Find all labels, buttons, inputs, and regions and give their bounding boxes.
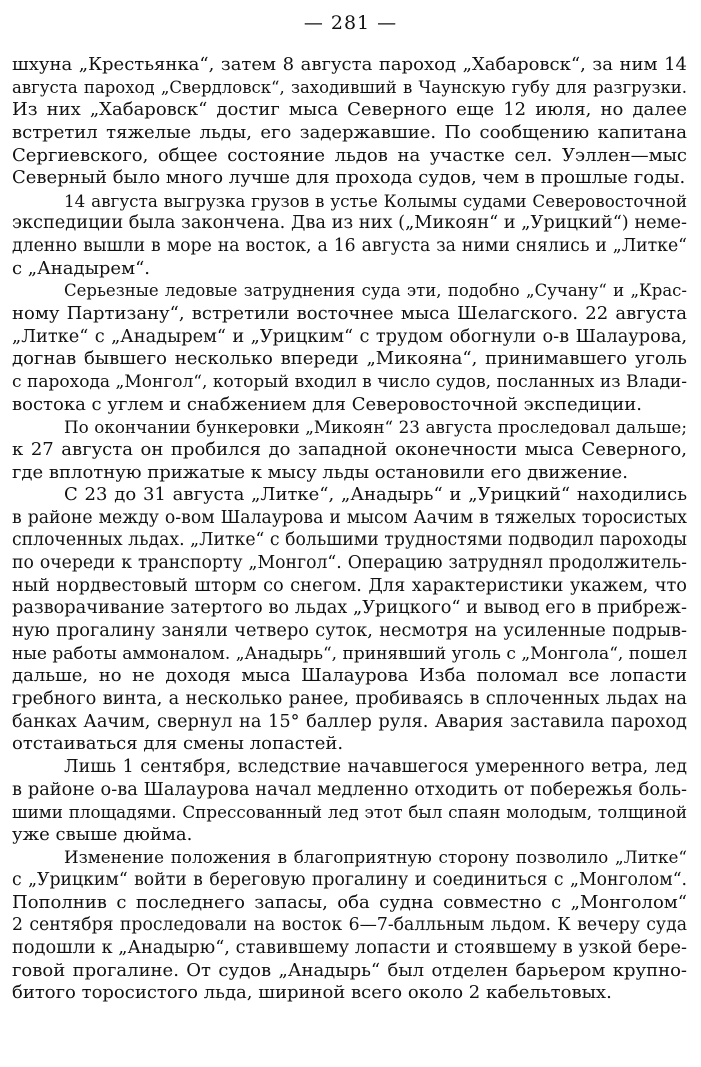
text-line: дленно вышли в море на восток, а 16 августа за ними снялись и „Литке“ (12, 236, 687, 257)
text-line: С 23 до 31 августа „Литке“, „Анадырь“ и „Урицкий“ находились (64, 484, 687, 506)
text-line: в районе между о-вом Шалаурова и мысом Аачим в тяжелых торосистых (12, 507, 687, 528)
text-line: в районе о-ва Шалаурова начал медленно отходить от побережья боль- (12, 779, 687, 800)
text-line: Северный было много лучше для прохода судов, чем в прошлые годы. (12, 167, 686, 189)
text-line: Из них „Хабаровск“ достиг мыса Северного еще 12 июля, но далее (12, 99, 687, 121)
text-line: Пополнив с последнего запасы, оба судна совместно с „Монголом“ (12, 891, 687, 913)
text-line: отстаиваться для смены лопастей. (12, 733, 344, 755)
text-line: встретил тяжелые льды, его задержавшие. По сообщению капитана (12, 121, 687, 143)
paragraph (12, 190, 687, 281)
text-line: к 27 августа он пробился до западной оконечности мыса Северного, (12, 438, 687, 460)
text-line: шими площадями. Спрессованный лед этот был спаян молодым, толщиной (12, 802, 687, 823)
paragraph (12, 756, 687, 847)
page-text (12, 54, 687, 1005)
text-line: ные работы аммоналом. „Анадырь“, принявший уголь с „Монгола“, пошел (12, 643, 687, 664)
text-line: Серьезные ледовые затруднения суда эти, подобно „Сучану“ и „Крас- (64, 281, 687, 301)
text-line: сплоченных льдах. „Литке“ с большими трудностями подводил пароходы (12, 530, 687, 551)
text-line: шхуна „Крестьянка“, затем 8 августа пароход „Хабаровск“, за ним 14 (12, 54, 687, 75)
text-line: разворачивание затертого во льдах „Урицкого“ и вывод его в прибреж- (12, 598, 687, 619)
text-line: востока с углем и снабжением для Северовосточной экспедиции. (12, 393, 643, 415)
paragraph (12, 54, 687, 190)
text-line: с „Урицким“ войти в береговую прогалину и соединиться с „Монголом“. (12, 870, 687, 891)
text-line: ному Партизану“, встретили восточнее мыса Шелагского. 22 августа (12, 303, 687, 325)
text-line: подошли к „Анадырю“, ставившему лопасти и стоявшему в узкой бере- (12, 937, 687, 958)
text-line: уже свыше дюйма. (12, 823, 193, 845)
text-line: августа пароход „Свердловск“, заходивший в Чаунскую губу для разгрузки. (12, 77, 687, 97)
text-line: экспедиции была закончена. Два из них („Микоян“ и „Урицкий“) неме- (12, 213, 687, 234)
text-line: догнав бывшего несколько впереди „Микояна“, принимавшего уголь (12, 348, 687, 370)
text-line: битого торосистого льда, шириной всего около 2 кабельтовых. (12, 982, 612, 1004)
text-line: Изменение положения в благоприятную сторону позволило „Литке“ (64, 847, 687, 868)
text-line: дальше, но не доходя мыса Шалаурова Изба поломал все лопасти (12, 665, 687, 687)
paragraph (12, 416, 687, 484)
text-line: „Литке“ с „Анадырем“ и „Урицким“ с трудом обогнули о-в Шалаурова, (12, 326, 687, 347)
text-line: 14 августа выгрузка грузов в устье Колымы судами Северовосточной (64, 190, 687, 211)
text-line: с парохода „Монгол“, который входил в число судов, посланных из Влади- (12, 371, 687, 392)
text-line: говой прогалине. От судов „Анадырь“ был отделен барьером крупно- (12, 959, 687, 981)
text-line: Лишь 1 сентября, вследствие начавшегося умеренного ветра, лед (64, 756, 687, 777)
text-line: 2 сентября проследовали на восток 6—7-балльным льдом. К вечеру суда (12, 915, 687, 936)
text-line: где вплотную прижатые к мысу льды остановили его движение. (12, 461, 628, 483)
text-line: Сергиевского, общее состояние льдов на участке сел. Уэллен—мыс (12, 144, 687, 166)
paragraph (12, 846, 687, 1004)
paragraph (12, 484, 687, 756)
page-number: — 281 — (303, 12, 398, 34)
paragraph (12, 280, 687, 416)
text-line: с „Анадырем“. (12, 257, 150, 279)
text-line: гребного винта, а несколько ранее, пробиваясь в сплоченных льдах на (12, 688, 687, 709)
text-line: по очереди к транспорту „Монгол“. Операцию затруднял продолжитель- (12, 553, 687, 574)
text-line: ный нордвестовый шторм со снегом. Для характеристики укажем, что (12, 575, 687, 596)
text-line: По окончании бункеровки „Микоян“ 23 августа проследовал дальше; (64, 417, 687, 438)
text-line: ную прогалину заняли четверо суток, несмотря на усиленные подрыв- (12, 621, 687, 642)
text-line: банках Аачим, свернул на 15° баллер руля. Авария заставила пароход (12, 711, 687, 732)
